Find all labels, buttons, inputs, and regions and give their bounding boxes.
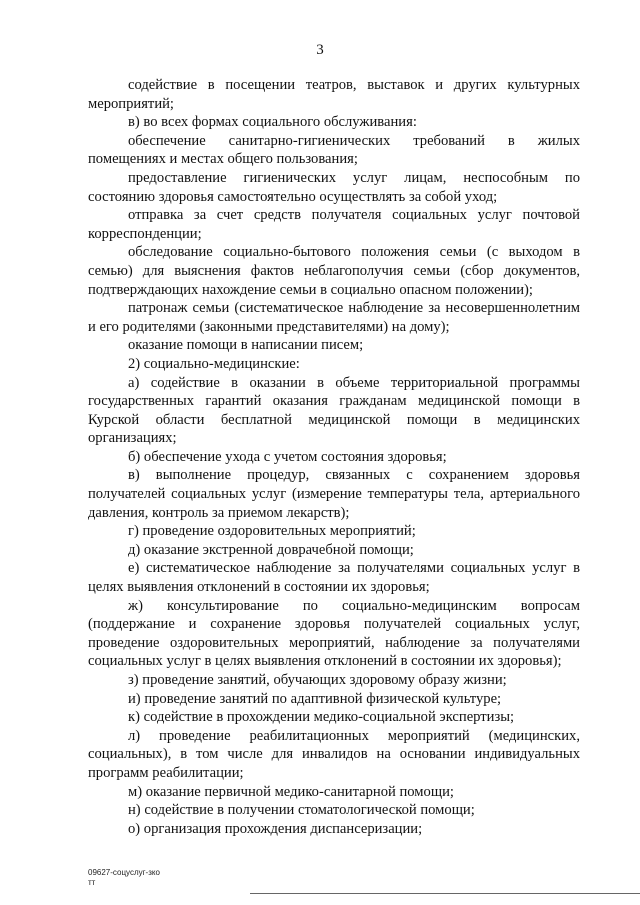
paragraph: ж) консультирование по социально-медицинским вопросам (поддержание и сохранение здоровья получателей социальных услуг, проведение оздоровительных мероприятий, наблюдение за получателями социальных услуг в целях выявления отклонений в состоянии их здоровья); [88,597,580,670]
paragraph: в) во всех формах социального обслуживания: [128,114,417,131]
paragraph: предоставление гигиенических услуг лицам, неспособным по состоянию здоровья самостоятельно осуществлять за собой уход; [88,169,580,205]
paragraph: в) выполнение процедур, связанных с сохранением здоровья получателей социальных услуг (измерение температуры тела, артериального давления, контроль за приемом лекарств); [88,467,580,521]
section-heading: 2) социально-медицинские: [128,355,300,372]
paragraph: д) оказание экстренной доврачебной помощи; [128,541,414,558]
paragraph: к) содействие в прохождении медико-социальной экспертизы; [128,709,515,726]
paragraph: патронаж семьи (систематическое наблюдение за несовершеннолетним и его родителями (законными представителями) на дому); [88,300,580,335]
paragraph: а) содействие в оказании в объеме территориальной программы государственных гарантий оказания гражданам медицинской помощи в Курской области бесплатной медицинской помощи в медицинских организациях; [88,374,580,447]
paragraph: о) организация прохождения диспансеризации; [128,820,423,837]
paragraph: обеспечение санитарно-гигиенических требований в жилых помещениях и местах общего пользования; [88,132,580,168]
paragraph: з) проведение занятий, обучающих здоровому образу жизни; [128,672,507,688]
page-number: 3 [316,42,324,58]
paragraph: обследование социально-бытового положения семьи (с выходом в семью) для выяснения фактов неблагополучия семьи (сбор документов, подтверждающих нахождение семьи в социально опасном положении); [88,244,580,298]
document-body [88,76,580,838]
paragraph: л) проведение реабилитационных мероприятий (медицинских, социальных), в том числе для инвалидов на основании индивидуальных программ реабилитации; [88,727,580,781]
footer-rule [250,893,640,894]
paragraph: содействие в посещении театров, выставок и других культурных мероприятий; [88,77,580,112]
paragraph: н) содействие в получении стоматологической помощи; [128,802,475,819]
paragraph: оказание помощи в написании писем; [128,337,364,354]
paragraph: б) обеспечение ухода с учетом состояния здоровья; [128,448,447,465]
paragraph: отправка за счет средств получателя социальных услуг почтовой корреспонденции; [88,207,580,242]
document-footer [88,868,160,888]
document-code: 09627-соцуслуг-зко [88,868,160,877]
paragraph: и) проведение занятий по адаптивной физической культуре; [128,690,502,707]
paragraph: е) систематическое наблюдение за получателями социальных услуг в целях выявления отклонений в состоянии их здоровья; [88,560,580,596]
paragraph: м) оказание первичной медико-санитарной помощи; [128,783,454,800]
executor-initials: тт [88,878,96,887]
paragraph: г) проведение оздоровительных мероприятий; [128,523,416,540]
